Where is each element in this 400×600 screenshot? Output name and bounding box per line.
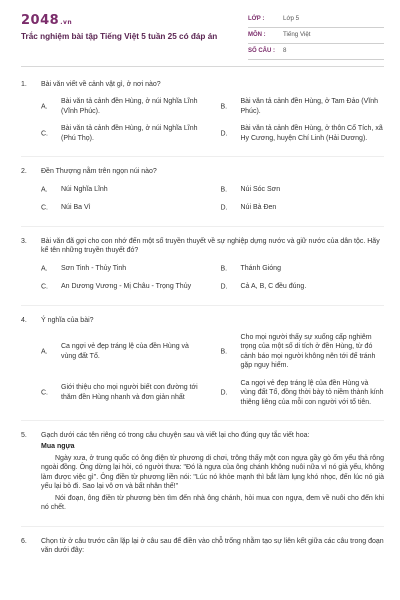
option-c[interactable] bbox=[41, 379, 205, 407]
option-text: Núi Sóc Sơn bbox=[240, 185, 281, 193]
option-letter: B. bbox=[220, 185, 228, 193]
option-text: Giới thiệu cho mọi người biết con đường tới thăm đền Hùng nhanh và đơn giản nhất bbox=[61, 384, 198, 401]
option-d[interactable] bbox=[221, 282, 385, 292]
meta-row-subject bbox=[248, 28, 384, 44]
question-number: 3. bbox=[21, 237, 27, 245]
option-letter: A. bbox=[41, 185, 48, 193]
option-b[interactable] bbox=[221, 185, 385, 195]
question-6 bbox=[21, 537, 384, 556]
option-letter: B. bbox=[220, 103, 228, 111]
meta-label: LỚP : bbox=[248, 16, 265, 23]
question-4 bbox=[21, 316, 384, 408]
option-a[interactable] bbox=[41, 185, 205, 195]
question-text: Bài văn viết về cảnh vật gì, ở nơi nào? bbox=[41, 81, 161, 88]
site-logo[interactable] bbox=[21, 12, 72, 30]
option-text: Sơn Tinh - Thủy Tinh bbox=[61, 264, 127, 272]
question-5 bbox=[21, 431, 384, 513]
option-letter: A. bbox=[41, 103, 48, 111]
option-text: Bài văn tả cảnh đền Hùng, ở Tam Đảo (Vĩnh Phúc). bbox=[240, 98, 379, 115]
question-number: 1. bbox=[21, 81, 27, 88]
option-letter: C. bbox=[41, 130, 48, 138]
meta-label: MÔN : bbox=[248, 32, 266, 39]
option-c[interactable] bbox=[41, 203, 205, 213]
option-text: Ca ngợi vẻ đẹp tráng lệ của đền Hùng và vùng đất Tổ, đồng thời bày tỏ niềm thành kính thiêng liêng của mỗi con người với tổ tiên. bbox=[240, 379, 384, 406]
question-number: 2. bbox=[21, 168, 27, 176]
answer-options bbox=[41, 264, 384, 292]
story-paragraph: Nói đoạn, ông điền từ phương bèn tìm đến nhà ông chánh, hỏi mua con ngựa, đem về nuôi cho đến khi nó chết. bbox=[41, 494, 384, 512]
option-text: Cho mọi người thấy sự xuống cấp nghiêm trọng của một số di tích ở đền Hùng, từ đó cảnh báo mọi người không nên tới để tránh gặp nguy hiểm. bbox=[240, 333, 376, 370]
question-divider bbox=[21, 156, 384, 157]
question-text: Đền Thượng nằm trên ngọn núi nào? bbox=[41, 168, 157, 176]
question-divider bbox=[21, 526, 384, 527]
option-text: Bài văn tả cảnh đền Hùng, ở thôn Cổ Tích, xã Hy Cương, huyện Chí Linh (Hải Dương). bbox=[240, 125, 383, 142]
option-text: Núi Nghĩa Lĩnh bbox=[61, 185, 108, 193]
option-a[interactable] bbox=[41, 264, 205, 274]
option-a[interactable] bbox=[41, 97, 205, 116]
page-title: Trắc nghiệm bài tập Tiếng Việt 5 tuần 25 có đáp án bbox=[21, 32, 218, 41]
meta-value: 8 bbox=[283, 47, 287, 55]
question-number: 5. bbox=[21, 432, 27, 439]
logo-suffix: .vn bbox=[60, 19, 73, 26]
question-text: Gạch dưới các tên riêng có trong câu chuyện sau và viết lại cho đúng quy tắc viết hoa: bbox=[41, 432, 310, 439]
option-b[interactable] bbox=[221, 97, 385, 116]
option-letter: D. bbox=[220, 282, 228, 290]
option-text: An Dương Vương - Mị Châu - Trọng Thủy bbox=[61, 282, 192, 290]
option-d[interactable] bbox=[221, 379, 385, 407]
question-text: Bài văn đã gợi cho con nhớ đến một số truyền thuyết về sự nghiệp dựng nước và giữ nước của dân tộc. Hãy kể tên những truyền thuyết đó? bbox=[41, 237, 380, 255]
meta-row-count bbox=[248, 44, 384, 60]
question-divider bbox=[21, 420, 384, 421]
option-d[interactable] bbox=[221, 203, 385, 213]
option-d[interactable] bbox=[221, 124, 385, 143]
option-letter: C. bbox=[41, 389, 48, 397]
meta-value: Tiếng Việt bbox=[283, 31, 311, 39]
question-text: Chọn từ ở câu trước cần lặp lại ở câu sau để điền vào chỗ trống nhằm tạo sự liên kết giữa các câu trong đoạn văn dưới đây: bbox=[41, 537, 384, 554]
question-3 bbox=[21, 237, 384, 292]
option-letter: A. bbox=[41, 264, 48, 272]
option-letter: B. bbox=[220, 264, 228, 272]
question-text: Ý nghĩa của bài? bbox=[41, 316, 94, 324]
option-letter: D. bbox=[220, 203, 228, 211]
option-letter: A. bbox=[41, 348, 48, 356]
header-divider bbox=[21, 66, 384, 67]
option-letter: D. bbox=[220, 389, 228, 397]
option-letter: B. bbox=[220, 348, 228, 356]
option-b[interactable] bbox=[221, 333, 385, 371]
story-paragraph: Ngày xưa, ở trung quốc có ông điện từ phương di chơi, trông thấy một con ngựa gầy gò ốm yếu thả rông ngoài đồng. Ông dừng lại hỏi, có người thưa: "Đó là ngựa của ông chánh không nuôi nữa vì nó già yếu, không làm được việc gì". Ông điền từ phương liền nói: "Lúc nó khỏe mạnh thì bắt làm lụng khó nhọc, đến lúc nó già yếu lại bỏ đi. Sao lại vô ơn và bất nhân thế!" bbox=[41, 454, 384, 491]
answer-options bbox=[41, 97, 384, 143]
option-text: Núi Ba Vì bbox=[61, 203, 91, 211]
story-title: Mua ngựa bbox=[41, 443, 75, 451]
meta-value: Lớp 5 bbox=[283, 15, 300, 23]
question-divider bbox=[21, 305, 384, 306]
option-text: Bài văn tả cảnh đền Hùng, ở núi Nghĩa Lĩnh (Vĩnh Phúc). bbox=[61, 98, 198, 115]
answer-options bbox=[41, 333, 384, 407]
option-letter: D. bbox=[220, 130, 228, 138]
option-c[interactable] bbox=[41, 124, 205, 143]
question-list bbox=[21, 80, 384, 568]
option-text: Cả A, B, C đều đúng. bbox=[240, 282, 307, 290]
option-text: Núi Bà Đen bbox=[240, 203, 277, 211]
option-b[interactable] bbox=[221, 264, 385, 274]
question-2 bbox=[21, 167, 384, 212]
meta-info-table bbox=[248, 12, 384, 60]
question-1 bbox=[21, 80, 384, 143]
option-c[interactable] bbox=[41, 282, 205, 292]
question-divider bbox=[21, 226, 384, 227]
question-number: 4. bbox=[21, 316, 27, 324]
option-letter: C. bbox=[41, 203, 48, 211]
option-text: Thánh Gióng bbox=[240, 264, 281, 272]
document-header bbox=[0, 0, 400, 66]
meta-row-class bbox=[248, 12, 384, 28]
question-number: 6. bbox=[21, 537, 27, 545]
logo-main: 2048 bbox=[21, 13, 60, 28]
option-text: Ca ngợi vẻ đẹp tráng lệ của đền Hùng và vùng đất Tổ. bbox=[61, 343, 189, 360]
answer-options bbox=[41, 185, 384, 213]
option-text: Bài văn tả cảnh đền Hùng, ở núi Nghĩa Lĩnh (Phú Thọ). bbox=[61, 125, 198, 142]
option-a[interactable] bbox=[41, 333, 205, 371]
meta-label: SỐ CÂU : bbox=[248, 48, 275, 55]
option-letter: C. bbox=[41, 282, 48, 290]
